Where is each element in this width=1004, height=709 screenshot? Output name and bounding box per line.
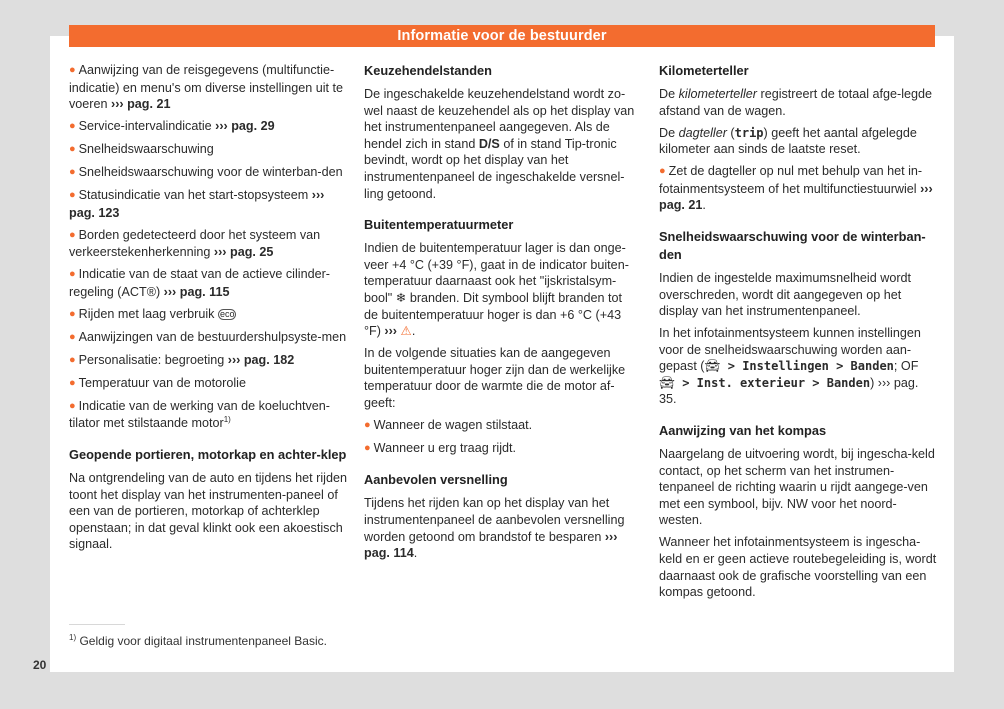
bullet-icon: ● xyxy=(364,418,371,431)
trip-label: trip xyxy=(734,125,764,140)
bullet-icon: ● xyxy=(69,268,76,281)
page-reference-link[interactable]: ››› pag. 25 xyxy=(213,245,274,260)
page-reference-link[interactable]: ››› pag. 182 xyxy=(227,352,295,367)
section-heading: Keuzehendelstanden xyxy=(364,63,492,78)
list-item: ● Temperatuur van de motorolie xyxy=(69,375,246,390)
footnote xyxy=(69,634,327,648)
column-2 xyxy=(364,62,638,567)
section-body: Na ontgrendeling van de auto en tijdens het rijden toont het display van het instrumenten-paneel of een van de portieren, motorkap of achterklep openstaan; in dat geval klinkt ook een akoestisch signaal. xyxy=(69,470,347,552)
bullet-icon: ● xyxy=(69,64,76,76)
section-paragraph: Indien de ingestelde maximumsnelheid wordt overschreden, wordt dit aangegeven op het display van het instrumentenpaneel. xyxy=(659,270,912,319)
bullet-icon: ● xyxy=(69,228,76,241)
footnote-mark: 1) xyxy=(223,415,231,425)
warning-triangle-icon: ⚠ xyxy=(400,324,412,339)
section-body: Indien de buitentemperatuur lager is dan onge-veer +4 °C (+39 °F), gaat in de indicator buiten-temperatuur daarnaast ook het "ijskristalsym-bool" ❄ branden. Dit symbool blijft branden tot de buitentemperatuur hoger is dan +6 °C (+43 °F) ››› ⚠. xyxy=(364,241,629,339)
gear-position: D/S xyxy=(478,136,500,151)
page-reference-link[interactable]: ››› pag. 29 xyxy=(215,119,275,134)
list-item: ● Aanwijzingen van de bestuurdershulpsyste-men xyxy=(69,329,347,344)
footnote-divider xyxy=(69,624,125,625)
list-item: ● Snelheidswaarschuwing xyxy=(69,142,214,157)
bullet-icon: ● xyxy=(364,441,371,454)
bullet-icon: ● xyxy=(69,307,76,320)
section-body: De ingeschakelde keuzehendelstand wordt zo-wel naast de keuzehendel als op het display van het instrumentenpaneel aangegeven. Als de hendel zich in stand D/S of in stand Tip-tronic bevindt, wordt op het display van het instrumentenpaneel de ingeschakelde versnel-ling getoond. xyxy=(364,87,635,201)
list-item: ● Wanneer de wagen stilstaat. xyxy=(364,417,533,432)
column-1 xyxy=(69,62,347,558)
list-item: ● Indicatie van de staat van de actieve cilinder-regeling (ACT®) ››› pag. 115 xyxy=(69,267,330,299)
section-heading: Kilometerteller xyxy=(659,63,749,78)
page-reference-link[interactable]: ››› pag. 21 xyxy=(111,97,171,112)
list-item: ● Indicatie van de werking van de koeluchtven-tilator met stilstaande motor$^{1)}$ xyxy=(69,398,330,431)
list-item: ● Zet de dagteller op nul met behulp van het in-fotainmentsysteem of het multifunctiestuurwiel ››› pag. 21. xyxy=(659,164,933,213)
bullet-icon: ● xyxy=(659,165,666,178)
page-reference-link[interactable]: ››› pag. 114 xyxy=(364,529,618,561)
cross-reference-link[interactable]: ››› xyxy=(384,324,398,339)
bullet-icon: ● xyxy=(69,120,76,133)
snowflake-icon: ❄ xyxy=(395,290,407,305)
bullet-icon: ● xyxy=(69,189,76,202)
bullet-icon: ● xyxy=(69,143,76,156)
doors-section xyxy=(69,446,347,553)
section-heading: Aanwijzing van het kompas xyxy=(659,423,827,439)
section-paragraph: Wanneer het infotainmentsysteem is ingescha-keld en er geen actieve routebegeleiding is, wordt daarnaast ook de grafische voorstelling van een kompas getoond. xyxy=(659,535,937,600)
section-heading: Geopende portieren, motorkap en achter-klep xyxy=(69,446,347,462)
page-reference-link[interactable]: ››› pag. 21 xyxy=(659,181,933,213)
car-menu-icon: 🚘︎ xyxy=(704,359,721,374)
section-paragraph: De kilometerteller registreert de totaal afge-legde afstand van de wagen. xyxy=(659,87,933,118)
recommended-gear-section xyxy=(364,471,638,561)
outside-temperature-section xyxy=(364,216,638,457)
bullet-icon: ● xyxy=(69,166,76,179)
section-title: Informatie voor de bestuurder xyxy=(397,28,607,44)
footnote-mark: 1) xyxy=(69,633,77,642)
bullet-icon: ● xyxy=(69,330,76,343)
list-item: ● Rijden met laag verbruik eco xyxy=(69,306,235,321)
menu-path: > Instellingen > Banden xyxy=(720,359,894,374)
column-3 xyxy=(659,62,937,606)
list-item: ● Personalisatie: begroeting ››› pag. 182 xyxy=(69,352,295,367)
compass-section xyxy=(659,422,937,601)
winter-tyre-speed-warning-section xyxy=(659,228,937,408)
list-item: ● Borden gedetecteerd door het systeem van verkeerstekenherkenning ››› pag. 25 xyxy=(69,227,321,260)
list-item: ● Aanwijzing van de reisgegevens (multifunctie-indicatie) en menu's om diverse instellingen uit te voeren ››› pag. 21 xyxy=(69,63,344,112)
footnote-text: Geldig voor digitaal instrumentenpaneel Basic. xyxy=(79,634,327,648)
list-item: ● Wanneer u erg traag rijdt. xyxy=(364,440,516,455)
section-paragraph: In de volgende situaties kan de aangegeven buitentemperatuur hoger zijn dan de werkelijke temperatuur door de warmte die de motor af-geeft: xyxy=(364,346,626,410)
section-paragraph: In het infotainmentsysteem kunnen instellingen voor de snelheidswaarschuwing worden aan-gepast (🚘︎ > Instellingen > Banden; OF 🚘︎ > Inst. exterieur > Banden) ››› pag. 35. xyxy=(659,326,921,407)
menu-path: > Inst. exterieur > Banden xyxy=(675,375,871,390)
gear-selector-section xyxy=(364,62,638,202)
odometer-section xyxy=(659,62,937,214)
page-reference-link[interactable]: ››› pag. 115 xyxy=(163,284,230,299)
section-body: Tijdens het rijden kan op het display van het instrumentenpaneel de aanbevolen versnelling worden getoond om brandstof te besparen ››› pag. 114. xyxy=(364,496,625,561)
eco-icon: eco xyxy=(219,308,235,319)
list-item: ● Snelheidswaarschuwing voor de winterban-den xyxy=(69,165,343,180)
section-paragraph: Naargelang de uitvoering wordt, bij ingescha-keld contact, op het scherm van het instrumen-tenpaneel de richting waarin u rijdt aangege-ven met een symbool, bijv. NW voor het noord-westen. xyxy=(659,447,935,528)
car-menu-icon: 🚘︎ xyxy=(659,375,675,390)
section-header xyxy=(69,25,935,47)
section-heading: Buitentemperatuurmeter xyxy=(364,217,514,233)
page-number: 20 xyxy=(33,658,47,672)
bullet-icon: ● xyxy=(69,399,76,412)
bullet-icon: ● xyxy=(69,376,76,389)
section-paragraph: De dagteller (trip) geeft het aantal afgelegde kilometer aan sinds de laatste reset. xyxy=(659,125,917,157)
section-heading: Aanbevolen versnelling xyxy=(364,472,508,488)
bullet-icon: ● xyxy=(69,353,76,366)
section-heading: Snelheidswaarschuwing voor de winterban-den xyxy=(659,228,926,262)
page-reference-link[interactable]: ››› pag. 123 xyxy=(69,188,325,220)
indicator-list xyxy=(69,62,347,432)
list-item: ● Service-intervalindicatie ››› pag. 29 xyxy=(69,119,275,134)
list-item: ● Statusindicatie van het start-stopsysteem ››› pag. 123 xyxy=(69,188,325,220)
